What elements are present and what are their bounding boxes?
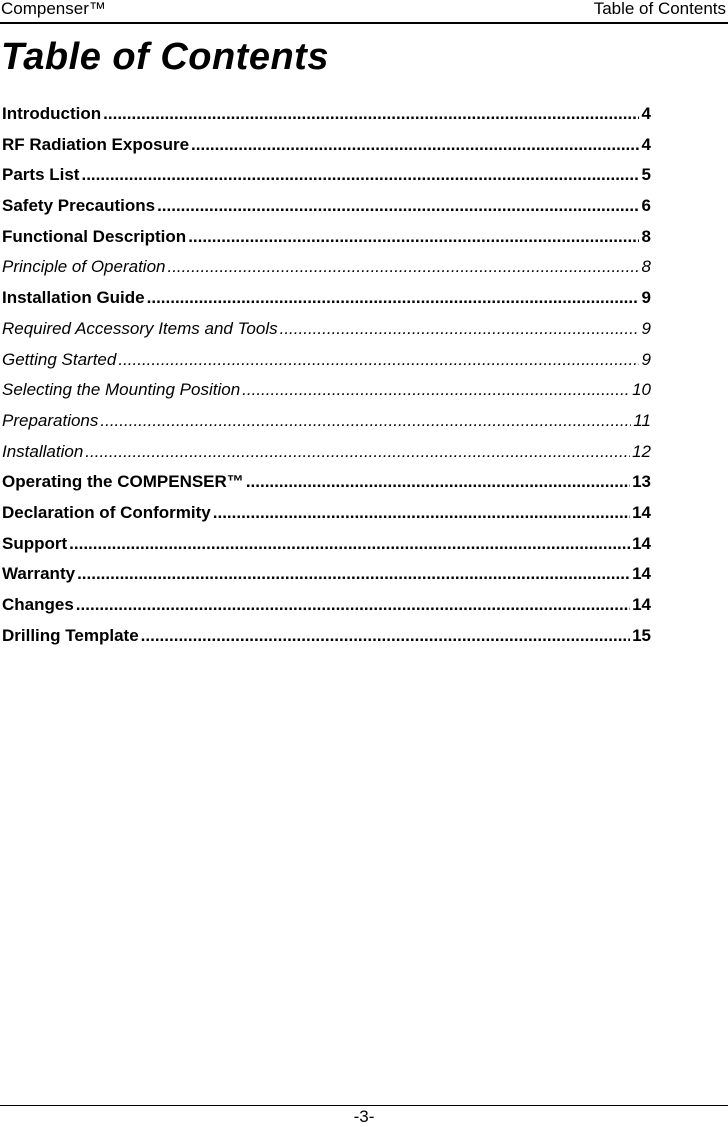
toc-entry[interactable] [2, 503, 651, 534]
toc-entry-page: 9 [641, 288, 651, 308]
toc-entry[interactable] [2, 472, 651, 503]
toc-entry-label: Functional Description [2, 226, 187, 246]
toc-entry[interactable] [2, 626, 651, 657]
toc-entry-label: Installation [2, 441, 84, 461]
toc-entry-label: Safety Precautions [2, 196, 156, 216]
toc-dot-leader [100, 411, 631, 431]
toc-entry-label: Declaration of Conformity [2, 502, 211, 522]
toc-dot-leader [213, 503, 630, 523]
toc-dot-leader [246, 472, 630, 492]
toc-entry[interactable] [2, 564, 651, 595]
toc-entry-page: 14 [632, 533, 651, 553]
toc-entry-label: Getting Started [2, 349, 117, 369]
toc-entry-label: Warranty [2, 564, 76, 584]
toc-dot-leader [242, 380, 630, 400]
header-product-name: Compenser™ [1, 0, 106, 18]
toc-dot-leader [191, 135, 639, 155]
toc-entry-page: 8 [641, 257, 651, 277]
toc-entry-page: 9 [641, 318, 651, 338]
toc-entry-label: Preparations [2, 410, 99, 430]
toc-dot-leader [280, 319, 639, 339]
toc-entry-label: Changes [2, 595, 74, 614]
toc-dot-leader [81, 165, 639, 185]
toc-entry[interactable] [2, 135, 651, 166]
toc-dot-leader [147, 288, 639, 308]
page-title: Table of Contents [1, 36, 329, 78]
toc-entry[interactable] [2, 319, 651, 350]
toc-entry-label: RF Radiation Exposure [2, 134, 190, 154]
toc-entry-page: 4 [641, 134, 651, 154]
toc-entry[interactable] [2, 165, 651, 196]
toc-dot-leader [69, 534, 630, 554]
toc-entry-label: Support [2, 533, 68, 553]
toc-entry[interactable] [2, 595, 651, 626]
toc-entry-page: 5 [641, 165, 651, 185]
toc-dot-leader [118, 350, 639, 370]
toc-entry-label: Installation Guide [2, 288, 145, 308]
toc-dot-leader [188, 227, 639, 247]
toc-dot-leader [85, 442, 630, 462]
toc-entry[interactable] [2, 227, 651, 258]
footer-page-number: -3- [353, 1107, 375, 1126]
toc-entry[interactable] [2, 196, 651, 227]
toc-entry-label: Selecting the Mounting Position [2, 380, 241, 400]
page-header [0, 0, 728, 24]
toc-entry-page: 10 [632, 380, 651, 400]
toc-entry-label: Required Accessory Items and Tools [2, 318, 278, 338]
toc-entry[interactable] [2, 380, 651, 411]
toc-entry-label: Operating the COMPENSER™ [2, 472, 244, 492]
page-footer [0, 1105, 728, 1127]
toc-dot-leader [157, 196, 639, 216]
toc-entry[interactable] [2, 534, 651, 565]
table-of-contents [2, 104, 651, 656]
toc-entry[interactable] [2, 442, 651, 473]
toc-entry[interactable] [2, 257, 651, 288]
toc-entry-label: Principle of Operation [2, 257, 166, 277]
toc-entry-page: 8 [641, 226, 651, 246]
toc-entry[interactable] [2, 411, 651, 442]
toc-dot-leader [77, 564, 630, 584]
toc-entry-label: Introduction [2, 104, 102, 123]
toc-entry[interactable] [2, 288, 651, 319]
header-section-name: Table of Contents [593, 0, 726, 18]
toc-dot-leader [167, 257, 639, 277]
toc-entry-page: 4 [641, 104, 651, 123]
toc-entry-page: 15 [632, 625, 651, 645]
toc-entry-page: 12 [632, 441, 651, 461]
toc-entry-page: 14 [632, 595, 651, 614]
toc-entry-page: 6 [641, 196, 651, 216]
toc-entry-label: Parts List [2, 165, 80, 185]
toc-dot-leader [103, 104, 639, 124]
toc-dot-leader [141, 626, 630, 646]
toc-entry-page: 9 [641, 349, 651, 369]
toc-entry-page: 13 [632, 472, 651, 492]
toc-entry[interactable] [2, 104, 651, 135]
toc-dot-leader [76, 595, 630, 615]
toc-entry-page: 14 [632, 564, 651, 584]
toc-entry-page: 14 [632, 502, 651, 522]
toc-entry-label: Drilling Template [2, 625, 139, 645]
toc-entry-page: 11 [633, 410, 651, 430]
toc-entry[interactable] [2, 350, 651, 381]
